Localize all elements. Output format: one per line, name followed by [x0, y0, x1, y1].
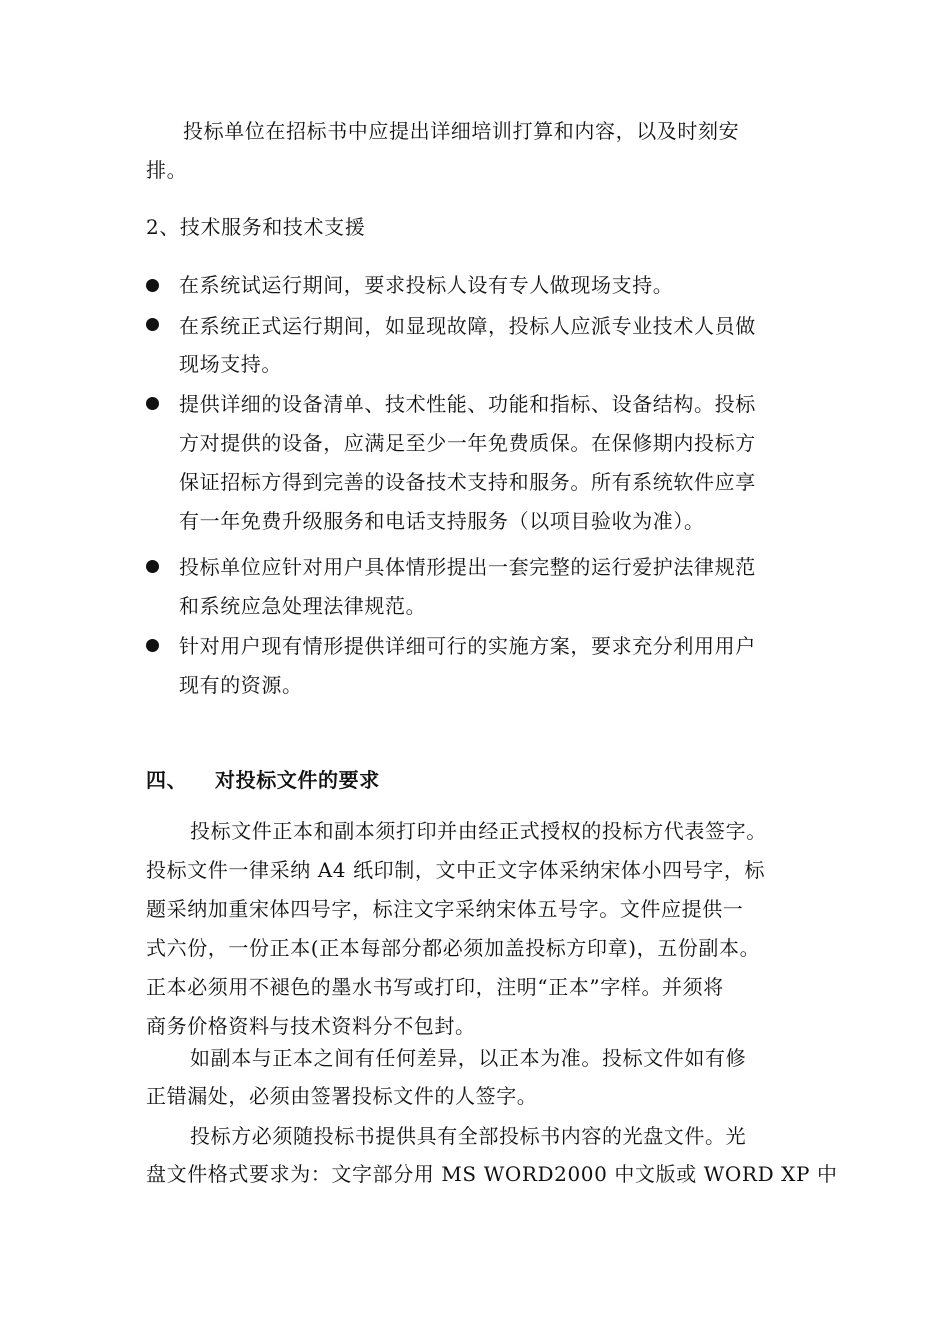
bullet-line: 和系统应急处理法律规范。 — [179, 594, 427, 618]
bullet-line: 现场支持。 — [179, 352, 282, 376]
bullet-dot-icon — [146, 279, 159, 292]
training-paragraph-line: 投标单位在招标书中应提出详细培训打算和内容，以及时刻安 — [183, 119, 740, 143]
bullet-line: 现有的资源。 — [179, 673, 303, 697]
bullet-line: 提供详细的设备清单、技术性能、功能和指标、设备结构。投标 — [179, 392, 756, 416]
paragraph-line: 投标文件一律采纳 A4 纸印制，文中正文字体采纳宋体小四号字，标 — [146, 858, 766, 882]
section-2-title: 2、技术服务和技术支援 — [146, 215, 366, 239]
bullet-line: 保证招标方得到完善的设备技术支持和服务。所有系统软件应享 — [179, 470, 756, 494]
training-paragraph-line: 排。 — [146, 158, 188, 182]
paragraph-line: 投标方必须随投标书提供具有全部投标书内容的光盘文件。光 — [190, 1124, 747, 1148]
paragraph-line: 盘文件格式要求为：文字部分用 MS WORD2000 中文版或 WORD XP 中 — [146, 1162, 838, 1186]
paragraph-line: 商务价格资料与技术资料分不包封。 — [146, 1014, 476, 1038]
bullet-line: 投标单位应针对用户具体情形提出一套完整的运行爱护法律规范 — [179, 555, 756, 579]
bullet-line: 方对提供的设备，应满足至少一年免费质保。在保修期内投标方 — [179, 431, 756, 455]
bullet-dot-icon — [146, 560, 159, 573]
paragraph-line: 正错漏处，必须由签署投标文件的人签字。 — [146, 1084, 538, 1108]
section-4-number: 四、 — [146, 768, 188, 792]
paragraph-line: 题采纳加重宋体四号字，标注文字采纳宋体五号字。文件应提供一 — [146, 897, 744, 921]
bullet-line: 在系统正式运行期间，如显现故障，投标人应派专业技术人员做 — [179, 314, 756, 338]
bullet-line: 在系统试运行期间，要求投标人设有专人做现场支持。 — [179, 273, 674, 297]
bullet-dot-icon — [146, 639, 159, 652]
bullet-dot-icon — [146, 318, 159, 331]
bullet-line: 针对用户现有情形提供详细可行的实施方案，要求充分利用用户 — [179, 634, 756, 658]
bullet-dot-icon — [146, 397, 159, 410]
paragraph-line: 如副本与正本之间有任何差异，以正本为准。投标文件如有修 — [190, 1046, 747, 1070]
paragraph-line: 正本必须用不褪色的墨水书写或打印，注明“正本”字样。并须将 — [146, 975, 724, 999]
paragraph-line: 式六份，一份正本(正本每部分都必须加盖投标方印章)，五份副本。 — [146, 936, 761, 960]
paragraph-line: 投标文件正本和副本须打印并由经正式授权的投标方代表签字。 — [190, 819, 767, 843]
bullet-line: 有一年免费升级服务和电话支持服务（以项目验收为准）。 — [179, 509, 705, 533]
section-4-title: 对投标文件的要求 — [215, 768, 380, 792]
